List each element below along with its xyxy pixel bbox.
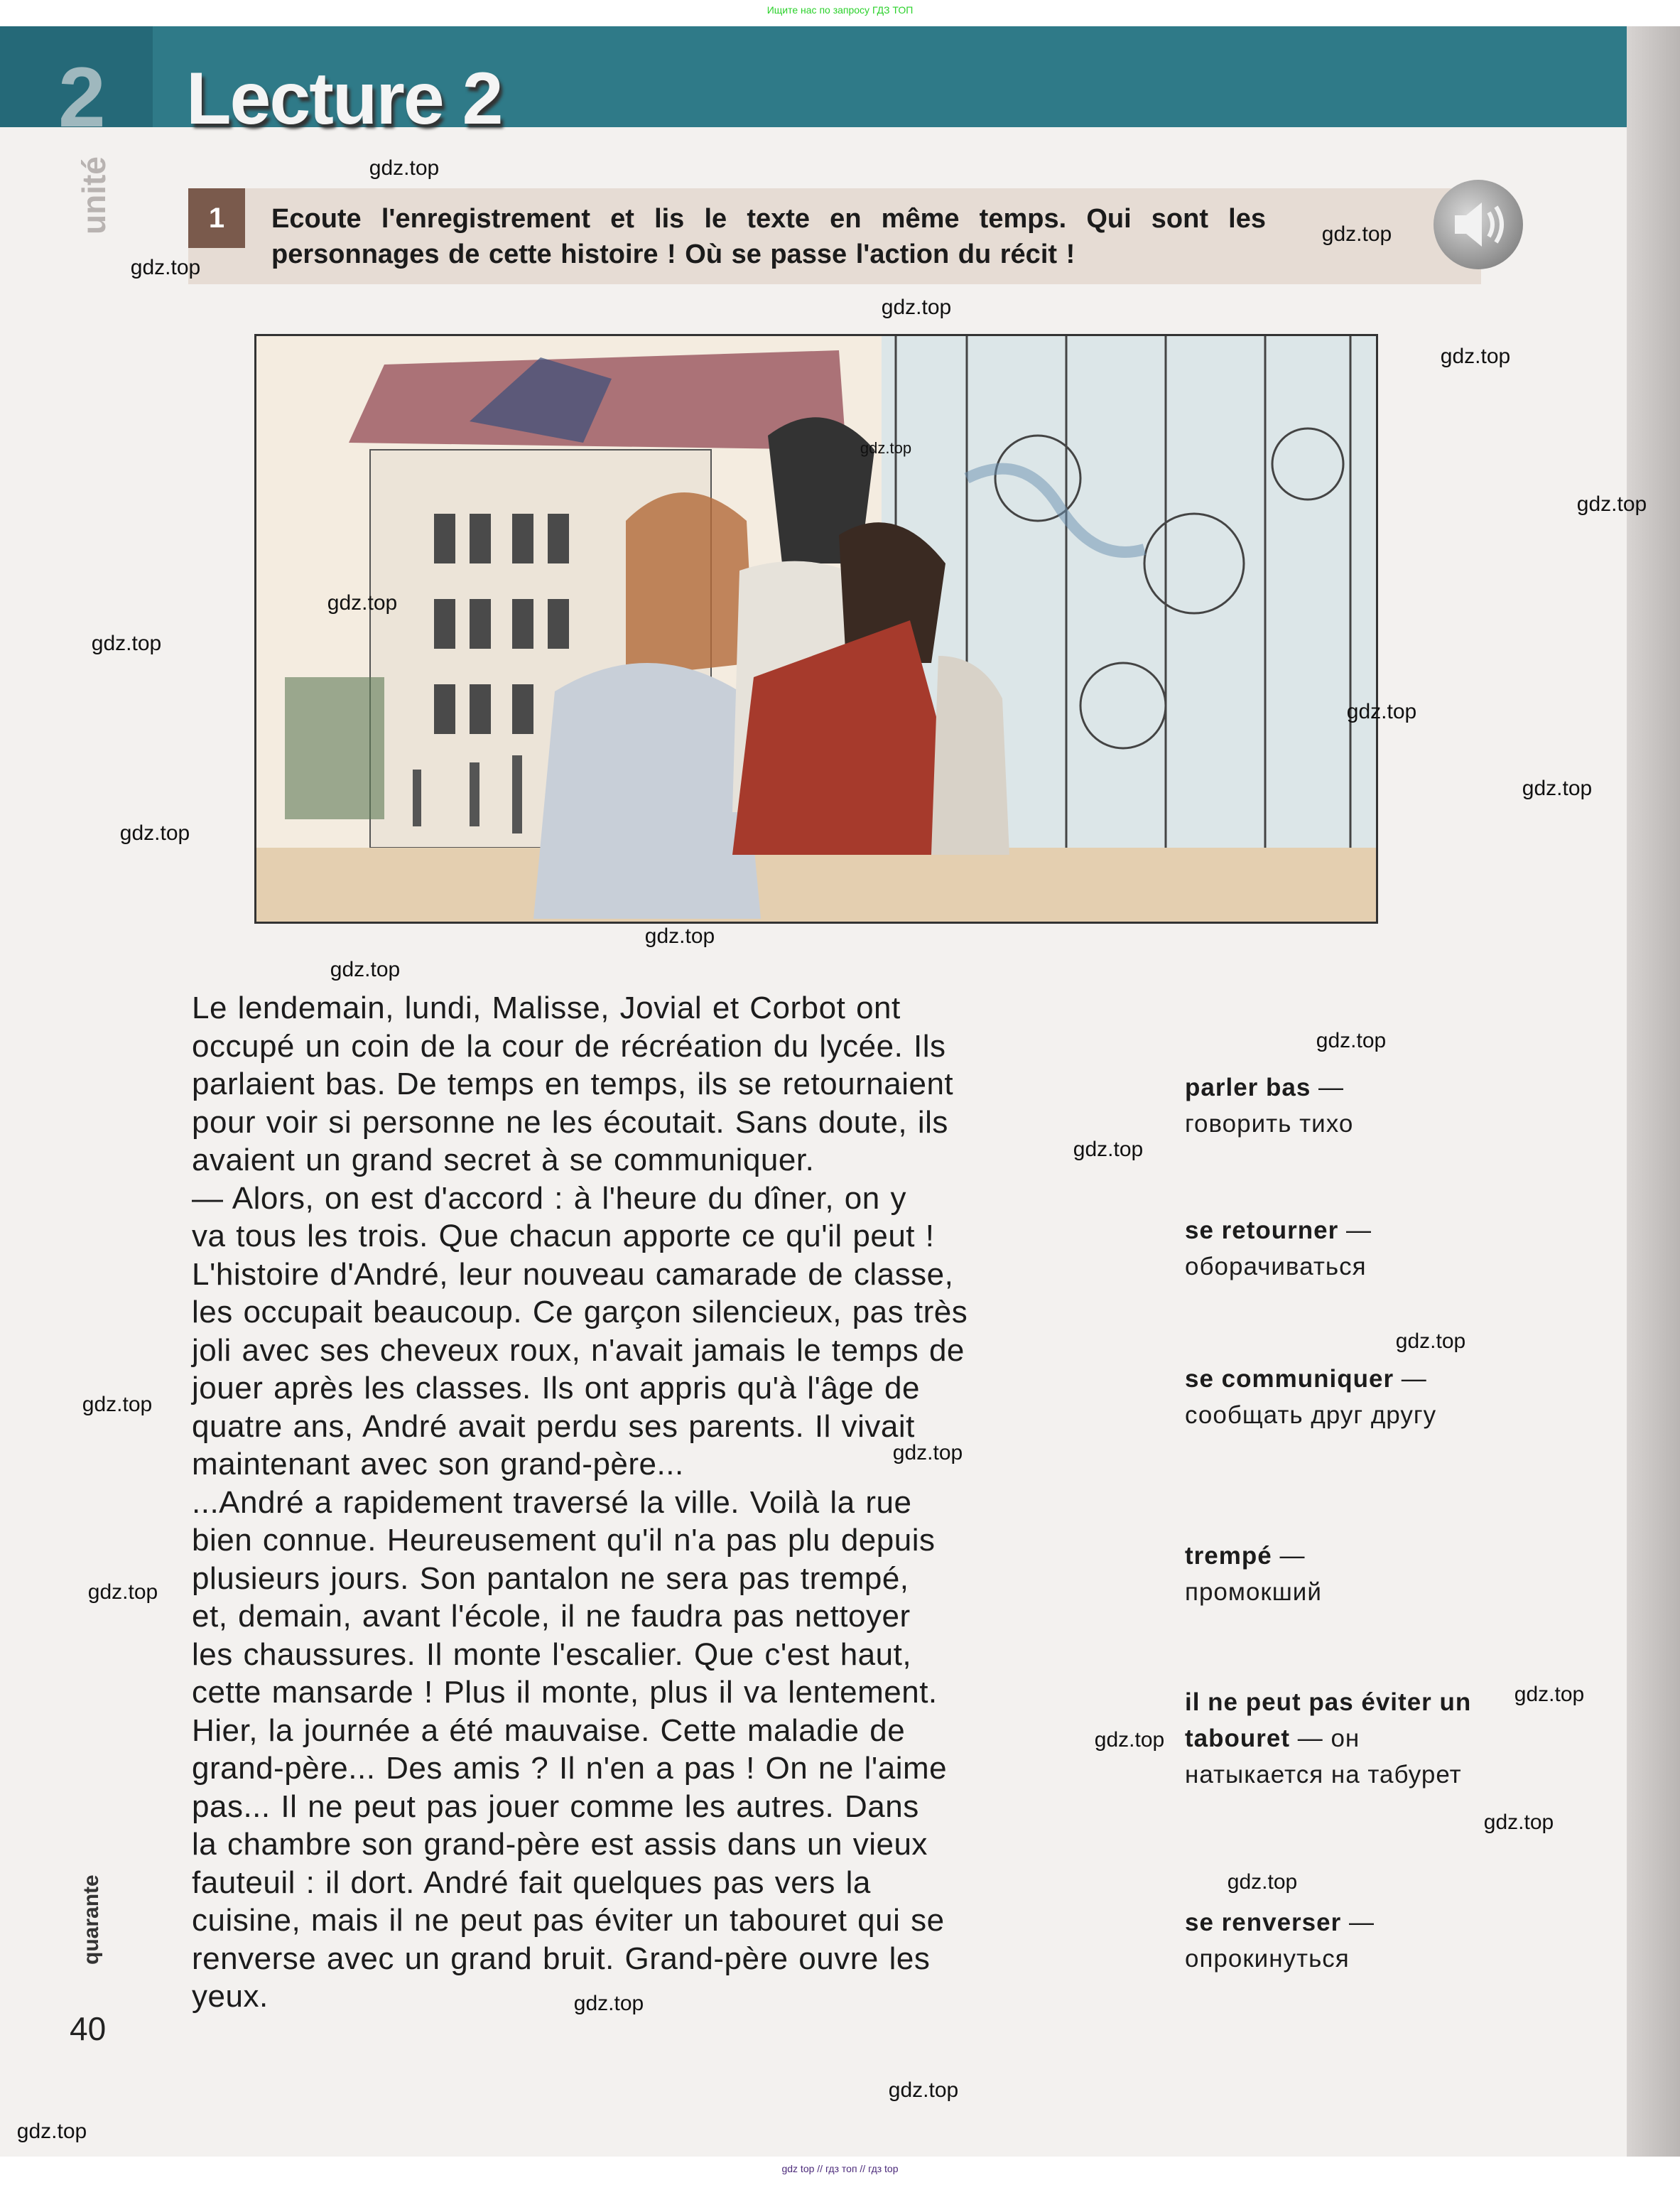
illustration: [254, 334, 1378, 924]
glossary-entry: se communiquer — сообщать друг другу: [1185, 1365, 1437, 1429]
top-note: Ищите нас по запросу ГДЗ ТОП: [766, 4, 914, 16]
watermark: gdz.top: [327, 591, 398, 615]
story-line: renverse avec un grand bruit. Grand-père ouvre les: [192, 1941, 931, 1976]
glossary-entry: trempé — промокший: [1185, 1542, 1322, 1606]
story-line: joli avec ses cheveux roux, n'avait jamais le temps de: [192, 1332, 965, 1368]
story-line: L'histoire d'André, leur nouveau camarade de classe,: [192, 1256, 954, 1292]
story-line: fauteuil : il dort. André fait quelques pas vers la: [192, 1865, 871, 1900]
watermark: gdz.top: [16, 2120, 87, 2143]
watermark: gdz.top: [1073, 1138, 1144, 1161]
watermark: gdz.top: [888, 2078, 959, 2102]
watermark: gdz.top: [892, 1441, 963, 1464]
glossary-term: se communiquer: [1185, 1365, 1394, 1393]
story-line: pour voir si personne ne les écoutait. Sans doute, ils: [192, 1104, 948, 1140]
exercise-instruction-box: [188, 188, 1481, 284]
exercise-number: 1: [188, 188, 245, 248]
watermark: gdz.top: [1094, 1728, 1165, 1752]
watermark: gdz.top: [87, 1580, 158, 1604]
watermark: gdz.top: [573, 1992, 644, 2015]
watermark: gdz.top: [1514, 1683, 1585, 1706]
glossary-translation: говорить тихо: [1185, 1110, 1354, 1138]
glossary-entry: se renverser — опрокинуться: [1185, 1909, 1375, 1973]
bottom-note: gdz top // гдз топ // гдз top: [781, 2163, 899, 2174]
story-line: bien connue. Heureusement qu'il n'a pas plu depuis: [192, 1523, 936, 1558]
story-line: — Alors, on est d'accord : à l'heure du dîner, on y: [192, 1180, 906, 1216]
watermark: gdz.top: [119, 821, 190, 845]
story-line: parlaient bas. De temps en temps, ils se retournaient: [192, 1067, 954, 1101]
glossary-translation: он натыкается на табурет: [1185, 1725, 1462, 1789]
page-title: Lecture 2: [186, 58, 502, 140]
exercise-instruction: Ecoute l'enregistrement et lis le texte en même temps. Qui sont les personnages de cette histoire ! Où se passe l'action du récit !: [271, 204, 1266, 269]
unit-label: unité: [75, 156, 112, 234]
story-line: pas... Il ne peut pas jouer comme les autres. Dans: [192, 1789, 919, 1824]
story-line: yeux.: [192, 1979, 269, 2014]
watermark: gdz.top: [1483, 1811, 1554, 1834]
glossary-entry: se retourner — оборачиваться: [1185, 1216, 1372, 1280]
story-line: Hier, la journée a été mauvaise. Cette maladie de: [192, 1712, 906, 1748]
watermark: gdz.top: [1522, 777, 1593, 800]
story-line: les chaussures. Il monte l'escalier. Que c'est haut,: [192, 1636, 912, 1672]
glossary-translation: опрокинуться: [1185, 1945, 1350, 1973]
glossary-term: se retourner: [1185, 1216, 1339, 1244]
watermark: gdz.top: [860, 439, 912, 457]
watermark: gdz.top: [881, 296, 952, 319]
glossary-translation: промокший: [1185, 1578, 1322, 1606]
watermark: gdz.top: [1227, 1870, 1298, 1894]
story-line: occupé un coin de la cour de récréation du lycée. Ils: [192, 1028, 946, 1064]
story-line: grand-père... Des amis ? Il n'en a pas ! On ne l'aime: [192, 1751, 948, 1786]
glossary-entry: il ne peut pas éviter un tabouret — он натыкается на табурет: [1185, 1688, 1472, 1789]
glossary-entry: parler bas — говорить тихо: [1185, 1074, 1354, 1138]
story-line: maintenant avec son grand-père...: [192, 1447, 684, 1482]
story-line: avaient un grand secret à se communiquer.: [192, 1143, 815, 1177]
glossary-term: trempé: [1185, 1542, 1272, 1570]
story-line: plusieurs jours. Son pantalon ne sera pas trempé,: [192, 1560, 909, 1596]
story-line: Le lendemain, lundi, Malisse, Jovial et Corbot ont: [192, 991, 901, 1025]
watermark: gdz.top: [644, 924, 715, 948]
watermark: gdz.top: [330, 958, 401, 981]
story-line: et, demain, avant l'école, il ne faudra pas nettoyer: [192, 1599, 911, 1634]
page-number: 40: [70, 2010, 107, 2047]
watermark: gdz.top: [1440, 345, 1511, 368]
story-line: cette mansarde ! Plus il monte, plus il va lentement.: [192, 1675, 938, 1710]
watermark: gdz.top: [1321, 222, 1392, 246]
watermark: gdz.top: [91, 632, 162, 655]
page-word: quarante: [80, 1874, 103, 1965]
story-text: [192, 989, 1073, 2016]
speaker-icon[interactable]: [1434, 180, 1523, 269]
glossary-translation: сообщать друг другу: [1185, 1401, 1437, 1429]
watermark: gdz.top: [1316, 1029, 1387, 1052]
page-edge: [1627, 26, 1680, 2157]
glossary-translation: оборачиваться: [1185, 1253, 1367, 1280]
watermark: gdz.top: [130, 256, 201, 279]
watermark: gdz.top: [1395, 1329, 1466, 1353]
story-line: la chambre son grand-père est assis dans un vieux: [192, 1827, 928, 1862]
story-line: ...André a rapidement traversé la ville. Voilà la rue: [192, 1484, 912, 1520]
watermark: gdz.top: [82, 1393, 153, 1416]
watermark: gdz.top: [369, 156, 440, 180]
glossary-term: il ne peut pas éviter un tabouret: [1185, 1688, 1472, 1752]
glossary-term: se renverser: [1185, 1909, 1342, 1936]
glossary-term: parler bas: [1185, 1074, 1311, 1101]
story-line: cuisine, mais il ne peut pas éviter un tabouret qui se: [192, 1903, 945, 1938]
watermark: gdz.top: [1346, 700, 1417, 723]
watermark: gdz.top: [1576, 492, 1647, 516]
story-line: va tous les trois. Que chacun apporte ce qu'il peut !: [192, 1219, 935, 1253]
story-line: quatre ans, André avait perdu ses parents. Il vivait: [192, 1408, 915, 1444]
story-line: les occupait beaucoup. Ce garçon silencieux, pas très: [192, 1295, 968, 1329]
story-line: jouer après les classes. Ils ont appris qu'à l'âge de: [192, 1371, 920, 1406]
unit-number: 2: [58, 50, 106, 145]
